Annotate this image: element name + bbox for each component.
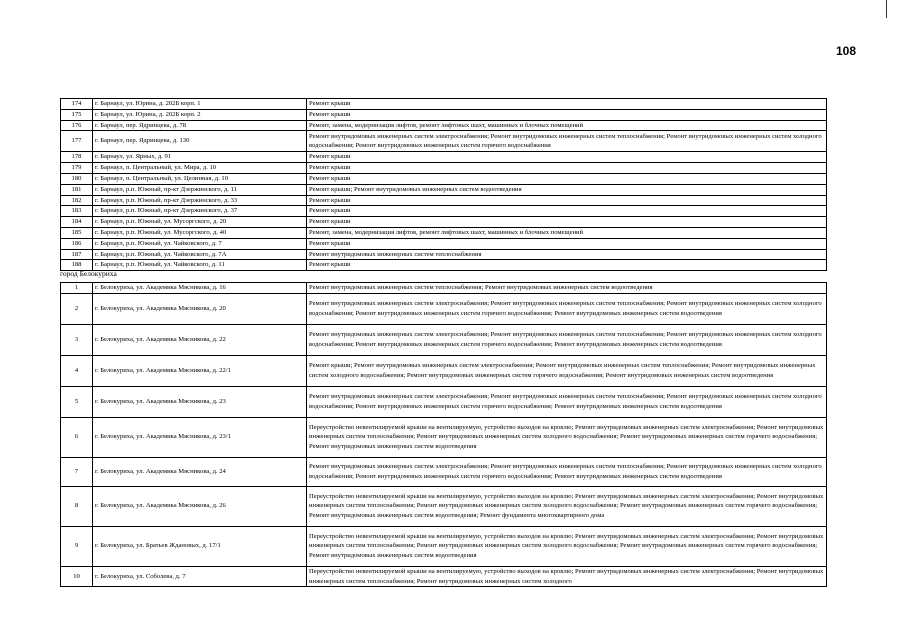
row-number: 5 xyxy=(61,386,93,417)
row-address: г. Белокуриха, ул. Братьев Ждановых, д. 17/1 xyxy=(93,526,307,566)
row-address: г. Барнаул, п. Центральный, ул. Целинная, д. 10 xyxy=(93,173,307,184)
row-address: г. Барнаул, п. Центральный, ул. Мира, д. 10 xyxy=(93,163,307,174)
row-works: Ремонт крыши; Ремонт внутридомовых инженерных систем электроснабжения; Ремонт внутридомовых инженерных систем теплоснабжения; Ремонт внутридомовых инженерных систем холодного водоснабжения; Ремонт внутридомовых инженерных систем горячего водоснабжения; Ремонт внутридомовых инженерных систем водоотведения xyxy=(307,355,827,386)
table-row xyxy=(61,184,827,195)
row-number: 4 xyxy=(61,355,93,386)
table-row xyxy=(61,526,827,566)
row-works: Ремонт крыши xyxy=(307,109,827,120)
table-row xyxy=(61,163,827,174)
row-number: 178 xyxy=(61,152,93,163)
row-address: г. Белокуриха, ул. Академика Мясникова, д. 26 xyxy=(93,486,307,526)
row-number: 188 xyxy=(61,260,93,271)
row-address: г. Белокуриха, ул. Соболева, д. 7 xyxy=(93,566,307,587)
table-row xyxy=(61,195,827,206)
table-row xyxy=(61,238,827,249)
table-row xyxy=(61,173,827,184)
table-row xyxy=(61,486,827,526)
row-number: 177 xyxy=(61,131,93,152)
row-works: Ремонт внутридомовых инженерных систем электроснабжения; Ремонт внутридомовых инженерных систем теплоснабжения; Ремонт внутридомовых инженерных систем холодного водоснабжения; Ремонт внутридомовых инженерных систем горячего водоснабжения; Ремонт внутридомовых инженерных систем водоотведения xyxy=(307,386,827,417)
row-address: г. Барнаул, ул. Юрина, д. 202Б корп. 2 xyxy=(93,109,307,120)
table-row xyxy=(61,457,827,486)
row-number: 3 xyxy=(61,324,93,355)
row-number: 183 xyxy=(61,206,93,217)
row-address: г. Белокуриха, ул. Академика Мясникова, д. 16 xyxy=(93,283,307,294)
row-address: г. Барнаул, р.п. Южный, ул. Чайковского, д. 7 xyxy=(93,238,307,249)
row-number: 181 xyxy=(61,184,93,195)
table-row xyxy=(61,109,827,120)
row-number: 174 xyxy=(61,99,93,110)
row-address: г. Белокуриха, ул. Академика Мясникова, д. 23/1 xyxy=(93,417,307,457)
table-row xyxy=(61,249,827,260)
row-address: г. Белокуриха, ул. Академика Мясникова, д. 22/1 xyxy=(93,355,307,386)
row-number: 175 xyxy=(61,109,93,120)
belokurikha-table xyxy=(60,282,827,587)
table-row xyxy=(61,283,827,294)
row-works: Переустройство невентилируемой крыши на вентилируемую, устройство выходов на кровлю; Ремонт внутридомовых инженерных систем электроснабжения; Ремонт внутридомовых инженерных систем теплоснабжения; Ремонт внутридомовых инженерных систем холодного водоснабжения; Ремонт внутридомовых инженерных систем горячего водоснабжения; Ремонт внутридомовых инженерных систем водоотведения xyxy=(307,417,827,457)
row-works: Ремонт, замена, модернизация лифтов, ремонт лифтовых шахт, машинных и блочных помещений xyxy=(307,227,827,238)
table-row xyxy=(61,260,827,271)
row-address: г. Барнаул, р.п. Южный, пр-кт Дзержинского, д. 11 xyxy=(93,184,307,195)
table-row xyxy=(61,206,827,217)
row-works: Ремонт крыши xyxy=(307,260,827,271)
row-works: Ремонт крыши; Ремонт внутридомовых инженерных систем водоотведения xyxy=(307,184,827,195)
row-works: Ремонт крыши xyxy=(307,195,827,206)
row-works: Ремонт внутридомовых инженерных систем электроснабжения; Ремонт внутридомовых инженерных систем теплоснабжения; Ремонт внутридомовых инженерных систем холодного водоснабжения; Ремонт внутридомовых инженерных систем горячего водоснабжения; Ремонт внутридомовых инженерных систем водоотведения xyxy=(307,457,827,486)
table-row xyxy=(61,293,827,324)
table-row xyxy=(61,217,827,228)
row-number: 9 xyxy=(61,526,93,566)
row-address: г. Барнаул, пер. Ядринцева, д. 78 xyxy=(93,120,307,131)
row-works: Ремонт крыши xyxy=(307,217,827,228)
row-number: 1 xyxy=(61,283,93,294)
row-works: Переустройство невентилируемой крыши на вентилируемую, устройство выходов на кровлю; Ремонт внутридомовых инженерных систем электроснабжения; Ремонт внутридомовых инженерных систем теплоснабжения; Ремонт внутридомовых инженерных систем холодного водоснабжения; Ремонт внутридомовых инженерных систем горячего водоснабжения; Ремонт внутридомовых инженерных систем водоотведения; Ремонт фундамента многоквартирного дома xyxy=(307,486,827,526)
row-address: г. Белокуриха, ул. Академика Мясникова, д. 22 xyxy=(93,324,307,355)
row-works: Ремонт крыши xyxy=(307,163,827,174)
row-address: г. Барнаул, пер. Ядринцева, д. 130 xyxy=(93,131,307,152)
table-row xyxy=(61,152,827,163)
row-works: Ремонт крыши xyxy=(307,206,827,217)
table-row xyxy=(61,386,827,417)
row-address: г. Белокуриха, ул. Академика Мясникова, д. 20 xyxy=(93,293,307,324)
table-row xyxy=(61,355,827,386)
scan-edge-mark xyxy=(886,0,887,18)
row-number: 185 xyxy=(61,227,93,238)
row-works: Переустройство невентилируемой крыши на вентилируемую, устройство выходов на кровлю; Ремонт внутридомовых инженерных систем электроснабжения; Ремонт внутридомовых инженерных систем теплоснабжения; Ремонт внутридомовых инженерных систем холодного водоснабжения; Ремонт внутридомовых инженерных систем горячего водоснабжения; Ремонт внутридомовых инженерных систем водоотведения xyxy=(307,526,827,566)
row-works: Ремонт крыши xyxy=(307,238,827,249)
table-row xyxy=(61,99,827,110)
row-address: г. Барнаул, р.п. Южный, пр-кт Дзержинского, д. 33 xyxy=(93,195,307,206)
row-address: г. Белокуриха, ул. Академика Мясникова, д. 24 xyxy=(93,457,307,486)
row-number: 6 xyxy=(61,417,93,457)
section-title: город Белокуриха xyxy=(60,269,117,278)
page-number: 108 xyxy=(835,44,856,58)
row-number: 176 xyxy=(61,120,93,131)
row-works: Ремонт внутридомовых инженерных систем теплоснабжения xyxy=(307,249,827,260)
row-works: Ремонт крыши xyxy=(307,152,827,163)
row-works: Ремонт внутридомовых инженерных систем электроснабжения; Ремонт внутридомовых инженерных систем теплоснабжения; Ремонт внутридомовых инженерных систем холодного водоснабжения; Ремонт внутридомовых инженерных систем горячего водоснабжения xyxy=(307,131,827,152)
row-number: 186 xyxy=(61,238,93,249)
table-row xyxy=(61,131,827,152)
table-row xyxy=(61,417,827,457)
row-address: г. Барнаул, ул. Юрина, д. 202Б корп. 1 xyxy=(93,99,307,110)
row-number: 180 xyxy=(61,173,93,184)
table-row xyxy=(61,227,827,238)
row-works: Переустройство невентилируемой крыши на вентилируемую, устройство выходов на кровлю; Ремонт внутридомовых инженерных систем электроснабжения; Ремонт внутридомовых инженерных систем теплоснабжения; Ремонт внутридомовых инженерных систем холодного xyxy=(307,566,827,587)
table-row xyxy=(61,566,827,587)
row-works: Ремонт внутридомовых инженерных систем электроснабжения; Ремонт внутридомовых инженерных систем теплоснабжения; Ремонт внутридомовых инженерных систем холодного водоснабжения; Ремонт внутридомовых инженерных систем горячего водоснабжения; Ремонт внутридомовых инженерных систем водоотведения xyxy=(307,324,827,355)
row-address: г. Барнаул, р.п. Южный, пр-кт Дзержинского, д. 37 xyxy=(93,206,307,217)
table-row xyxy=(61,324,827,355)
row-number: 2 xyxy=(61,293,93,324)
row-number: 184 xyxy=(61,217,93,228)
row-address: г. Барнаул, ул. Ярных, д. 91 xyxy=(93,152,307,163)
row-address: г. Барнаул, р.п. Южный, ул. Чайковского, д. 7А xyxy=(93,249,307,260)
row-works: Ремонт, замена, модернизация лифтов, ремонт лифтовых шахт, машинных и блочных помещений xyxy=(307,120,827,131)
row-address: г. Белокуриха, ул. Академика Мясникова, д. 23 xyxy=(93,386,307,417)
row-number: 182 xyxy=(61,195,93,206)
row-works: Ремонт внутридомовых инженерных систем электроснабжения; Ремонт внутридомовых инженерных систем теплоснабжения; Ремонт внутридомовых инженерных систем холодного водоснабжения; Ремонт внутридомовых инженерных систем горячего водоснабжения; Ремонт внутридомовых инженерных систем водоотведения xyxy=(307,293,827,324)
table-row xyxy=(61,120,827,131)
row-works: Ремонт крыши xyxy=(307,99,827,110)
row-address: г. Барнаул, р.п. Южный, ул. Мусоргского, д. 20 xyxy=(93,217,307,228)
row-number: 187 xyxy=(61,249,93,260)
barnaul-table xyxy=(60,98,827,271)
row-number: 7 xyxy=(61,457,93,486)
row-number: 10 xyxy=(61,566,93,587)
row-works: Ремонт крыши xyxy=(307,173,827,184)
row-number: 179 xyxy=(61,163,93,174)
row-number: 8 xyxy=(61,486,93,526)
row-works: Ремонт внутридомовых инженерных систем теплоснабжения; Ремонт внутридомовых инженерных систем водоотведения xyxy=(307,283,827,294)
row-address: г. Барнаул, р.п. Южный, ул. Чайковского, д. 11 xyxy=(93,260,307,271)
row-address: г. Барнаул, р.п. Южный, ул. Мусоргского, д. 40 xyxy=(93,227,307,238)
